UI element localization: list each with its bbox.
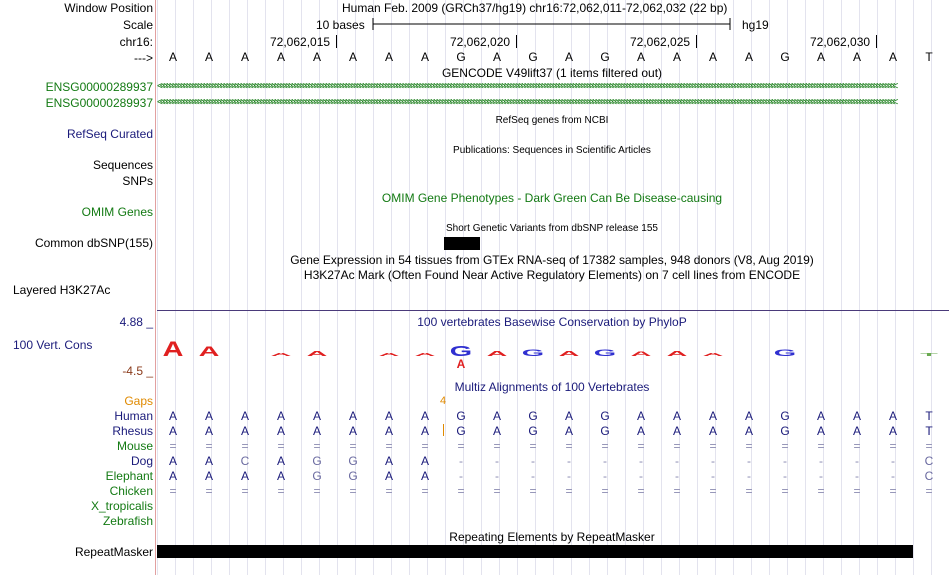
alignment-base: -	[783, 469, 787, 483]
reference-base: A	[492, 50, 501, 64]
alignment-base: =	[565, 484, 573, 498]
alignment-base: A	[888, 424, 897, 438]
alignment-base: A	[744, 424, 753, 438]
alignment-base: G	[780, 409, 790, 423]
alignment-base: A	[852, 409, 861, 423]
alignment-base: A	[816, 424, 825, 438]
alignment-base: =	[889, 439, 897, 453]
conservation-letter: A	[270, 352, 292, 358]
species-label-chicken[interactable]: Chicken	[109, 484, 153, 498]
conservation-letter: A	[306, 349, 328, 358]
conservation-label[interactable]: 100 Vert. Cons	[13, 338, 93, 352]
alignment-base: =	[817, 439, 825, 453]
alignment-base: =	[169, 439, 177, 453]
label-separator	[155, 0, 156, 575]
alignment-base: =	[457, 439, 465, 453]
alignment-base: -	[819, 454, 823, 468]
alignment-base: A	[240, 469, 249, 483]
alignment-base: =	[313, 484, 321, 498]
conservation-max-label: 4.88 _	[119, 315, 153, 329]
gencode-strand-line[interactable]: <<<<<<<<<<<<<<<<<<<<<<<<<<<<<<<<<<<<<<<<<<<<<<<<<<<<<<<<<<<<<<<<<<<<<<<<<<<<<<<<<<<<<<<<<<<<<<<<<<<<<<<<<<<<<<<<<<<<<<<<<<<<<<<<<<<<<<<<<<<<<<<<<<<<<<<<<<<<<<<<<<<<<<<<<<<<<<<<<<<<<<<<<<<<<<<<<<<<<<<<<<<<<<<<<<<<<<<<<<<<<<<<<<<<<<<<<<<<<<<<<<<<<<<<<<<<<<<<<<<<	[157, 81, 896, 92]
alignment-base: -	[567, 454, 571, 468]
alignment-base: =	[241, 439, 249, 453]
alignment-base: A	[204, 424, 213, 438]
reference-base: G	[528, 50, 538, 64]
window-position-title: Human Feb. 2009 (GRCh37/hg19) chr16:72,062,011-72,062,032 (22 bp)	[342, 1, 728, 15]
alignment-base: =	[673, 439, 681, 453]
alignment-base: A	[384, 454, 393, 468]
alignment-base: -	[495, 454, 499, 468]
ruler-tick-3: 72,062,025	[630, 35, 691, 49]
alignment-base: -	[459, 454, 463, 468]
alignment-base: A	[312, 409, 321, 423]
reference-base: A	[852, 50, 861, 64]
publications-sequences-label[interactable]: Sequences	[92, 158, 153, 172]
alignment-base: =	[529, 484, 537, 498]
alignment-base: T	[925, 424, 933, 438]
alignment-base: -	[603, 469, 607, 483]
alignment-base: A	[348, 424, 357, 438]
alignment-base: -	[603, 454, 607, 468]
window-position-label: Window Position	[64, 1, 153, 15]
species-label-zebrafish[interactable]: Zebrafish	[102, 514, 153, 528]
chrom-label: chr16:	[119, 35, 153, 49]
alignment-base: A	[204, 454, 213, 468]
alignment-base: A	[276, 454, 285, 468]
ruler-tick-mark	[516, 35, 517, 48]
reference-base: A	[384, 50, 393, 64]
alignment-base: =	[709, 484, 717, 498]
alignment-base: A	[492, 424, 501, 438]
repeatmasker-element[interactable]	[157, 545, 913, 558]
alignment-base: A	[240, 409, 249, 423]
reference-base: A	[888, 50, 897, 64]
conservation-track-title: 100 vertebrates Basewise Conservation by PhyloP	[417, 315, 687, 329]
alignment-base: G	[600, 424, 610, 438]
alignment-base: =	[889, 484, 897, 498]
reference-base: G	[780, 50, 790, 64]
dbsnp-track-title: Short Genetic Variants from dbSNP release 155	[446, 223, 658, 234]
reference-base: A	[708, 50, 717, 64]
alignment-base: G	[528, 409, 538, 423]
omim-track-title: OMIM Gene Phenotypes - Dark Green Can Be Disease-causing	[381, 191, 723, 205]
strand-arrow-label: --->	[134, 51, 153, 65]
alignment-base: A	[384, 469, 393, 483]
alignment-base: -	[459, 469, 463, 483]
conservation-letter: G	[773, 347, 797, 359]
reference-base: A	[168, 50, 177, 64]
alignment-base: A	[276, 469, 285, 483]
alignment-base: A	[492, 409, 501, 423]
refseq-track-title: RefSeq genes from NCBI	[495, 115, 609, 126]
alignment-base: -	[711, 454, 715, 468]
alignment-base: A	[636, 409, 645, 423]
alignment-base: C	[240, 454, 250, 468]
gap-count: 4	[440, 395, 447, 407]
alignment-base: T	[925, 409, 933, 423]
alignment-base: =	[529, 439, 537, 453]
alignment-base: =	[349, 439, 357, 453]
alignment-base: -	[783, 454, 787, 468]
alignment-base: =	[385, 439, 393, 453]
reference-base: A	[420, 50, 429, 64]
reference-base: A	[276, 50, 285, 64]
alignment-base: A	[888, 409, 897, 423]
reference-base: A	[240, 50, 249, 64]
alignment-base: G	[780, 424, 790, 438]
alignment-base: =	[277, 484, 285, 498]
alignment-base: A	[564, 424, 573, 438]
alignment-base: A	[204, 409, 213, 423]
alignment-base: =	[349, 484, 357, 498]
ruler-tick-1: 72,062,015	[270, 35, 331, 49]
conservation-letter: A	[378, 352, 400, 358]
alignment-base: -	[531, 469, 535, 483]
ruler-tick-mark	[336, 35, 337, 48]
reference-base: A	[348, 50, 357, 64]
alignment-base: A	[420, 424, 429, 438]
conservation-letter: G	[449, 342, 473, 360]
alignment-base: -	[495, 469, 499, 483]
conservation-min-label: -4.5 _	[122, 364, 153, 378]
conservation-letter: G	[521, 347, 545, 359]
gencode-track-title: GENCODE V49lift37 (1 items filtered out)	[441, 66, 663, 80]
conservation-letter: G	[593, 347, 617, 359]
alignment-base: -	[747, 469, 751, 483]
alignment-base: A	[420, 409, 429, 423]
scale-label: Scale	[122, 18, 153, 32]
alignment-base: =	[277, 439, 285, 453]
alignment-base: -	[675, 469, 679, 483]
alignment-base: A	[240, 424, 249, 438]
alignment-base: A	[420, 454, 429, 468]
alignment-base: =	[745, 484, 753, 498]
alignment-base: =	[709, 439, 717, 453]
gencode-row-label[interactable]: ENSG00000289937	[45, 80, 153, 94]
alignment-base: =	[493, 439, 501, 453]
alignment-base: =	[205, 484, 213, 498]
reference-base: A	[204, 50, 213, 64]
alignment-base: =	[781, 484, 789, 498]
gaps-label: Gaps	[124, 394, 153, 408]
alignment-base: -	[639, 469, 643, 483]
alignment-base: -	[567, 469, 571, 483]
alignment-base: =	[637, 439, 645, 453]
conservation-letter: A	[558, 349, 580, 358]
alignment-base: -	[711, 469, 715, 483]
alignment-base: A	[384, 409, 393, 423]
conservation-letter: A	[198, 343, 220, 360]
multiz-track-title: Multiz Alignments of 100 Vertebrates	[454, 380, 650, 394]
reference-base: G	[456, 50, 466, 64]
alignment-base: A	[168, 454, 177, 468]
repeatmasker-label[interactable]: RepeatMasker	[74, 545, 153, 559]
scale-text: 10 bases	[316, 18, 365, 32]
species-label-x_tropicalis[interactable]: X_tropicalis	[90, 499, 153, 513]
alignment-base: =	[421, 484, 429, 498]
conservation-letter: A	[666, 349, 688, 358]
reference-base: A	[564, 50, 573, 64]
reference-base: A	[636, 50, 645, 64]
h3k27ac-label[interactable]: Layered H3K27Ac	[13, 283, 111, 297]
h3k27ac-track-title: H3K27Ac Mark (Often Found Near Active Regulatory Elements) on 7 cell lines from ENCODE	[303, 268, 801, 282]
alignment-base: G	[312, 469, 322, 483]
species-label-mouse[interactable]: Mouse	[116, 439, 153, 453]
alignment-base: =	[925, 484, 933, 498]
refseq-label[interactable]: RefSeq Curated	[66, 127, 153, 141]
alignment-base: =	[493, 484, 501, 498]
alignment-base: A	[384, 424, 393, 438]
alignment-base: -	[891, 454, 895, 468]
ruler-tick-mark	[696, 35, 697, 48]
alignment-base: A	[672, 409, 681, 423]
publications-snps-label[interactable]: SNPs	[122, 174, 153, 188]
h3k27ac-baseline	[157, 310, 949, 311]
alignment-base: -	[819, 469, 823, 483]
alignment-base: A	[420, 469, 429, 483]
alignment-base: -	[891, 469, 895, 483]
alignment-base: =	[601, 484, 609, 498]
alignment-base: A	[636, 424, 645, 438]
dbsnp-variant-block[interactable]	[444, 237, 480, 250]
alignment-base: C	[924, 454, 934, 468]
alignment-base: =	[601, 439, 609, 453]
alignment-base: A	[168, 424, 177, 438]
species-label-human[interactable]: Human	[114, 409, 153, 423]
alignment-base: G	[456, 424, 466, 438]
conservation-letter: T	[920, 352, 938, 358]
conservation-letter: A	[630, 350, 652, 358]
alignment-base: -	[747, 454, 751, 468]
alignment-base: =	[421, 439, 429, 453]
alignment-base: A	[312, 424, 321, 438]
alignment-base: -	[675, 454, 679, 468]
alignment-base: -	[531, 454, 535, 468]
alignment-base: A	[348, 409, 357, 423]
alignment-base: -	[855, 454, 859, 468]
conservation-letter: A	[414, 352, 436, 358]
conservation-letter: A	[486, 349, 508, 358]
gap-marker	[443, 424, 444, 436]
alignment-base: A	[708, 424, 717, 438]
reference-base: A	[744, 50, 753, 64]
reference-base: A	[672, 50, 681, 64]
conservation-letter: A	[702, 352, 724, 358]
alignment-base: =	[169, 484, 177, 498]
alignment-base: A	[708, 409, 717, 423]
alignment-base: =	[673, 484, 681, 498]
alignment-base: A	[852, 424, 861, 438]
ruler-tick-4: 72,062,030	[810, 35, 871, 49]
reference-base: A	[816, 50, 825, 64]
alignment-base: G	[600, 409, 610, 423]
alignment-base: G	[348, 469, 358, 483]
alignment-base: =	[457, 484, 465, 498]
reference-base: A	[312, 50, 321, 64]
species-label-dog[interactable]: Dog	[130, 454, 153, 468]
alignment-base: A	[816, 409, 825, 423]
gencode-row-label[interactable]: ENSG00000289937	[45, 96, 153, 110]
alignment-base: A	[672, 424, 681, 438]
alignment-base: G	[348, 454, 358, 468]
gtex-track-title: Gene Expression in 54 tissues from GTEx RNA-seq of 17382 samples, 948 donors (V8, Aug 2019)	[290, 253, 814, 267]
conservation-logo[interactable]	[157, 334, 949, 374]
alignment-base: =	[781, 439, 789, 453]
alignment-base: =	[385, 484, 393, 498]
assembly-label: hg19	[742, 18, 769, 32]
scale-bar	[372, 17, 732, 31]
alignment-base: =	[853, 439, 861, 453]
alignment-base: =	[817, 484, 825, 498]
conservation-letter: A	[162, 337, 184, 361]
dbsnp-label[interactable]: Common dbSNP(155)	[34, 236, 153, 250]
ruler-tick-2: 72,062,020	[450, 35, 511, 49]
reference-base: T	[925, 50, 933, 64]
alignment-base: =	[313, 439, 321, 453]
publications-track-title: Publications: Sequences in Scientific Articles	[453, 145, 651, 156]
alignment-base: =	[745, 439, 753, 453]
alignment-base: A	[564, 409, 573, 423]
alignment-base: A	[168, 469, 177, 483]
alignment-base: A	[276, 424, 285, 438]
conservation-negative-letter: A	[456, 357, 466, 371]
alignment-base: -	[639, 454, 643, 468]
species-label-rhesus[interactable]: Rhesus	[112, 424, 153, 438]
alignment-base: A	[276, 409, 285, 423]
omim-label[interactable]: OMIM Genes	[81, 205, 153, 219]
alignment-base: G	[528, 424, 538, 438]
alignment-base: G	[456, 409, 466, 423]
species-label-elephant[interactable]: Elephant	[105, 469, 153, 483]
alignment-base: =	[565, 439, 573, 453]
alignment-base: =	[637, 484, 645, 498]
alignment-base: G	[312, 454, 322, 468]
alignment-base: A	[168, 409, 177, 423]
alignment-base: A	[744, 409, 753, 423]
alignment-base: =	[853, 484, 861, 498]
gencode-strand-line[interactable]: <<<<<<<<<<<<<<<<<<<<<<<<<<<<<<<<<<<<<<<<<<<<<<<<<<<<<<<<<<<<<<<<<<<<<<<<<<<<<<<<<<<<<<<<<<<<<<<<<<<<<<<<<<<<<<<<<<<<<<<<<<<<<<<<<<<<<<<<<<<<<<<<<<<<<<<<<<<<<<<<<<<<<<<<<<<<<<<<<<<<<<<<<<<<<<<<<<<<<<<<<<<<<<<<<<<<<<<<<<<<<<<<<<<<<<<<<<<<<<<<<<<<<<<<<<<<<<<<<<<<	[157, 97, 896, 108]
alignment-base: =	[925, 439, 933, 453]
ruler-tick-mark	[876, 35, 877, 48]
repeatmasker-track-title: Repeating Elements by RepeatMasker	[449, 530, 655, 544]
alignment-base: =	[205, 439, 213, 453]
alignment-base: -	[855, 469, 859, 483]
alignment-base: A	[204, 469, 213, 483]
alignment-base: C	[924, 469, 934, 483]
alignment-base: =	[241, 484, 249, 498]
reference-base: G	[600, 50, 610, 64]
